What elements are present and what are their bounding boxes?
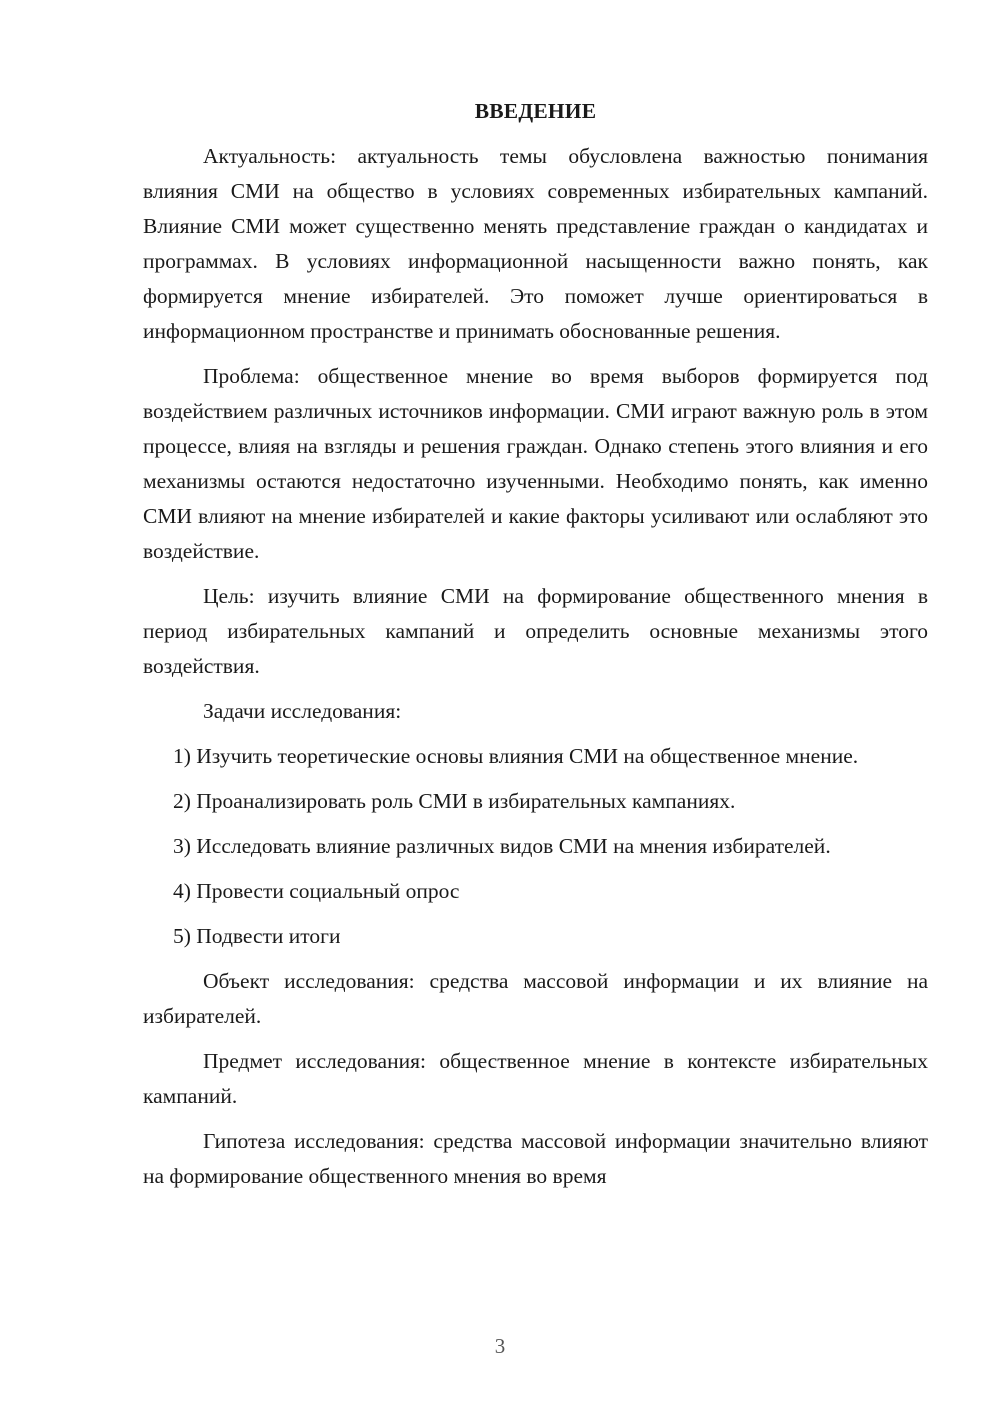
task-item-4: 4) Провести социальный опрос bbox=[173, 879, 460, 903]
paragraph-problem: Проблема: общественное мнение во время выборов формируется под воздействием различных источников информации. СМИ играют важную роль в этом процессе, влияя на взгляды и решения граждан. Однако степень этого влияния и его механизмы остаются недостаточно изученными. Необходимо понять, как именно СМИ влияют на мнение избирателей и какие факторы усиливают или ослабляют это воздействие. bbox=[143, 364, 928, 563]
paragraph-relevance: Актуальность: актуальность темы обусловлена важностью понимания влияния СМИ на общество в условиях современных избирательных кампаний. Влияние СМИ может существенно менять представление граждан о кандидатах и программах. В условиях информационной насыщенности важно понять, как формируется мнение избирателей. Это поможет лучше ориентироваться в информационном пространстве и принимать обоснованные решения. bbox=[143, 144, 928, 343]
section-title: ВВЕДЕНИЕ bbox=[474, 99, 597, 123]
paragraph-goal: Цель: изучить влияние СМИ на формирование общественного мнения в период избирательных кампаний и определить основные механизмы этого воздействия. bbox=[143, 584, 928, 678]
task-item-1: 1) Изучить теоретические основы влияния СМИ на общественное мнение. bbox=[173, 744, 859, 768]
task-item-5: 5) Подвести итоги bbox=[173, 924, 341, 948]
paragraph-hypothesis: Гипотеза исследования: средства массовой информации значительно влияют на формирование общественного мнения во время bbox=[143, 1129, 928, 1188]
document-page bbox=[143, 94, 928, 1204]
paragraph-tasks-heading: Задачи исследования: bbox=[203, 699, 402, 723]
paragraph-object: Объект исследования: средства массовой информации и их влияние на избирателей. bbox=[143, 969, 928, 1028]
task-item-2: 2) Проанализировать роль СМИ в избирательных кампаниях. bbox=[173, 789, 736, 813]
paragraph-subject: Предмет исследования: общественное мнение в контексте избирательных кампаний. bbox=[143, 1049, 928, 1108]
page-number: 3 bbox=[494, 1334, 506, 1358]
task-item-3: 3) Исследовать влияние различных видов СМИ на мнения избирателей. bbox=[173, 834, 831, 858]
